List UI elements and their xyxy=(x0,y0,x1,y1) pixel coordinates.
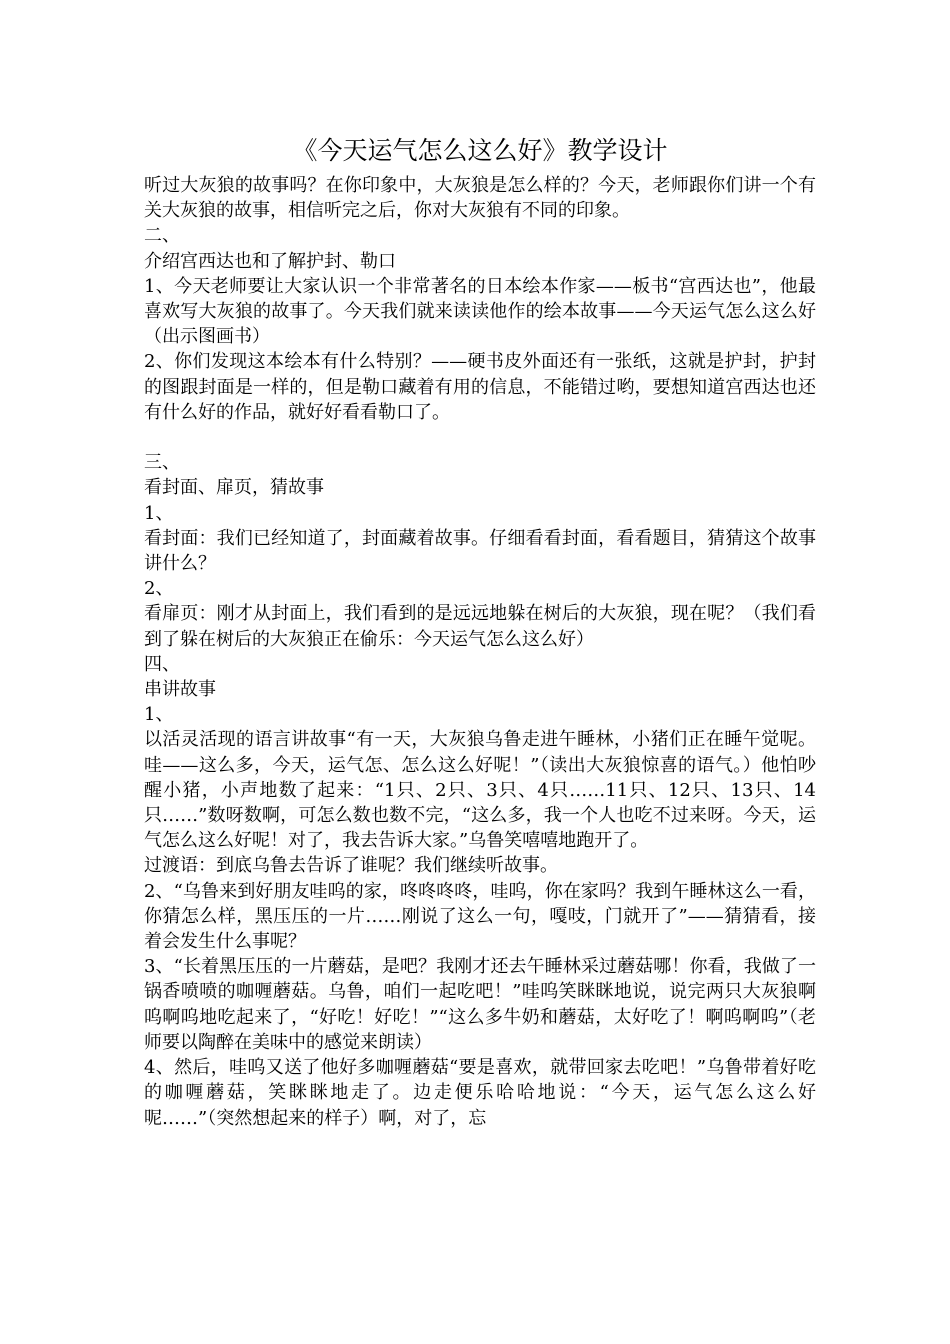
paragraph: 2、你们发现这本绘本有什么特别？——硬书皮外面还有一张纸，这就是护封，护封的图跟封面是一样的，但是勒口藏着有用的信息，不能错过哟，要想知道宫西达也还有什么好的作品，就好好看看勒口了。 xyxy=(144,351,816,423)
item-number: 1、 xyxy=(144,502,174,524)
document-page xyxy=(144,0,816,1344)
document-title: 《今天运气怎么这么好》教学设计 xyxy=(292,136,668,165)
item-number: 1、 xyxy=(144,704,174,726)
section-heading: 介绍宫西达也和了解护封、勒口 xyxy=(144,250,396,272)
section-heading: 串讲故事 xyxy=(144,679,216,701)
paragraph: 3、“长着黑压压的一片蘑菇，是吧？我刚才还去午睡林采过蘑菇哪！你看，我做了一锅香喷喷的咖喱蘑菇。乌鲁，咱们一起吃吧！”哇呜笑眯眯地说，说完两只大灰狼啊呜啊呜地吃起来了，“好吃！好吃！”“这么多牛奶和蘑菇，太好吃了！啊呜啊呜”（老师要以陶醉在美味中的感觉来朗读） xyxy=(144,956,816,1053)
paragraph: 以活灵活现的语言讲故事“有一天，大灰狼乌鲁走进午睡林，小猪们正在睡午觉呢。哇——这么多，今天，运气怎、怎么这么好呢！”（读出大灰狼惊喜的语气。）他怕吵醒小猪，小声地数了起来：“1只、2只、3只、4只……11只、12只、13只、14只……”数呀数啊，可怎么数也数不完，“这么多，我一个人也吃不过来呀。今天，运气怎么这么好呢！对了，我去告诉大家。”乌鲁笑嘻嘻地跑开了。 xyxy=(144,729,816,852)
item-number: 2、 xyxy=(144,578,174,600)
paragraph: 过渡语：到底乌鲁去告诉了谁呢？我们继续听故事。 xyxy=(144,855,558,877)
paragraph: 看扉页：刚才从封面上，我们看到的是远远地躲在树后的大灰狼，现在呢？（我们看到了躲在树后的大灰狼正在偷乐：今天运气怎么这么好） xyxy=(144,603,816,650)
section-number: 三、 xyxy=(144,452,180,474)
paragraph: 1、今天老师要让大家认识一个非常著名的日本绘本作家——板书“宫西达也”，他最喜欢写大灰狼的故事了。今天我们就来读读他作的绘本故事——今天运气怎么这么好（出示图画书） xyxy=(144,275,816,348)
paragraph: 4、然后，哇呜又送了他好多咖喱蘑菇“要是喜欢，就带回家去吃吧！”乌鲁带着好吃的咖喱蘑菇，笑眯眯地走了。边走便乐哈哈地说：“今天，运气怎么这么好呢……”（突然想起来的样子）啊，对了，忘 xyxy=(144,1057,816,1129)
paragraph: 2、“乌鲁来到好朋友哇呜的家，咚咚咚咚，哇呜，你在家吗？我到午睡林这么一看，你猜怎么样，黑压压的一片……刚说了这么一句，嘎吱，门就开了”——猜猜看，接着会发生什么事呢？ xyxy=(144,880,816,953)
paragraph: 听过大灰狼的故事吗？在你印象中，大灰狼是怎么样的？今天，老师跟你们讲一个有关大灰狼的故事，相信听完之后，你对大灰狼有不同的印象。 xyxy=(144,175,816,222)
section-number: 四、 xyxy=(144,653,180,675)
document-body xyxy=(144,173,816,1131)
blank-line xyxy=(144,425,816,450)
paragraph: 看封面：我们已经知道了，封面藏着故事。仔细看看封面，看看题目，猜猜这个故事讲什么？ xyxy=(144,527,816,575)
section-number: 二、 xyxy=(144,225,180,247)
section-heading: 看封面、扉页，猜故事 xyxy=(144,477,324,499)
